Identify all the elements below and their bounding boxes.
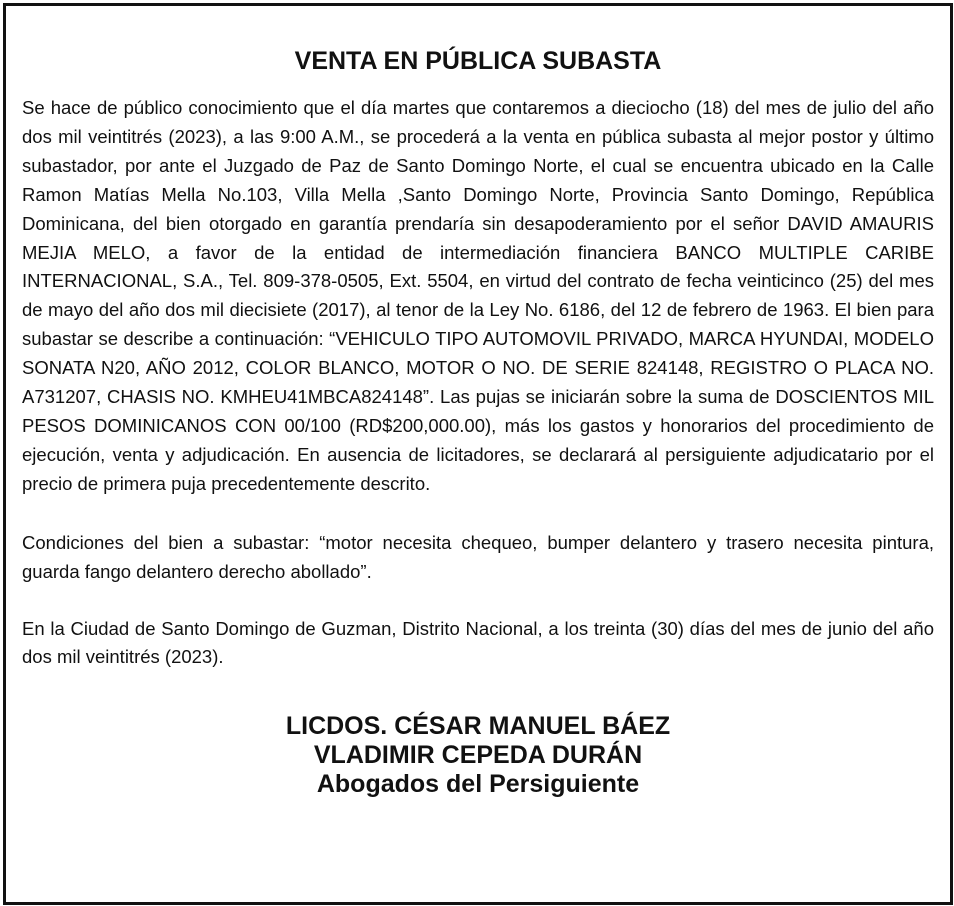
- notice-title: VENTA EN PÚBLICA SUBASTA: [294, 47, 662, 75]
- item-conditions-paragraph: Condiciones del bien a subastar: “motor necesita chequeo, bumper delantero y trasero necesita pintura, guarda fango delantero derecho abollado”.: [22, 531, 934, 582]
- signature-role: Abogados del Persiguiente: [316, 770, 640, 799]
- signature-lawyer-2: VLADIMIR CEPEDA DURÁN: [313, 741, 643, 770]
- signature-lawyer-1: LICDOS. CÉSAR MANUEL BÁEZ: [285, 712, 671, 741]
- date-place-paragraph: En la Ciudad de Santo Domingo de Guzman, Distrito Nacional, a los treinta (30) días del mes de junio del año dos mil veintitrés (2023).: [22, 617, 934, 668]
- notice-frame: [3, 3, 953, 905]
- notice-content: [22, 6, 934, 902]
- signature-block: [22, 712, 934, 799]
- auction-details-paragraph: Se hace de público conocimiento que el día martes que contaremos a dieciocho (18) del mes de julio del año dos mil veintitrés (2023), a las 9:00 A.M., se procederá a la venta en pública subasta al mejor postor y último subastador, por ante el Juzgado de Paz de Santo Domingo Norte, el cual se encuentra ubicado en la Calle Ramon Matías Mella No.103, Villa Mella ,Santo Domingo Norte, Provincia Santo Domingo, República Dominicana, del bien otorgado en garantía prendaría sin desapoderamiento por el señor DAVID AMAURIS MEJIA MELO, a favor de la entidad de intermediación financiera BANCO MULTIPLE CARIBE INTERNACIONAL, S.A., Tel. 809-378-0505, Ext. 5504, en virtud del contrato de fecha veinticinco (25) del mes de mayo del año dos mil diecisiete (2017), al tenor de la Ley No. 6186, del 12 de febrero de 1963. El bien para subastar se describe a continuación: “VEHICULO TIPO AUTOMOVIL PRIVADO, MARCA HYUNDAI, MODELO SONATA N20, AÑO 2012, COLOR BLANCO, MOTOR O NO. DE SERIE 824148, REGISTRO O PLACA NO. A731207, CHASIS NO. KMHEU41MBCA824148”. Las pujas se iniciarán sobre la suma de DOSCIENTOS MIL PESOS DOMINICANOS CON 00/100 (RD$200,000.00), más los gastos y honorarios del procedimiento de ejecución, venta y adjudicación. En ausencia de licitadores, se declarará al persiguiente adjudicatario por el precio de primera puja precedentemente descrito.: [22, 97, 934, 494]
